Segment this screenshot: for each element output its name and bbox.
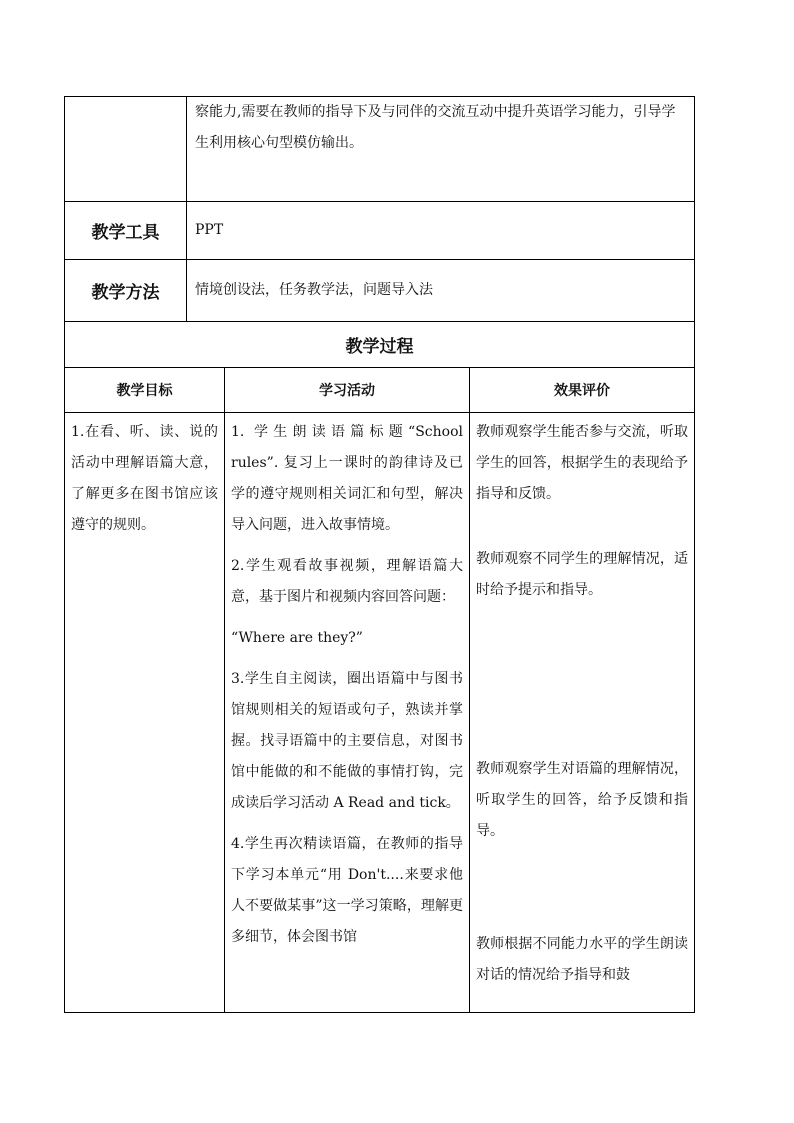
evaluation-3: 教师观察学生对语篇的理解情况，听取学生的回答，给予反馈和指导。 <box>476 761 689 839</box>
evaluation-1: 教师观察学生能否参与交流，听取学生的回答，根据学生的表现给予指导和反馈。 <box>476 424 689 502</box>
lesson-plan-table <box>64 96 695 1013</box>
methods-value: 情境创设法，任务教学法，问题导入法 <box>187 260 695 322</box>
activity-2: 2.学生观看故事视频，理解语篇大意，基于图片和视频内容回答问题： <box>231 558 463 605</box>
evaluation-spacer-1 <box>476 510 688 544</box>
intro-label-cell <box>65 97 187 202</box>
evaluation-4: 教师根据不同能力水平的学生朗读对话的情况给予指导和鼓 <box>476 936 689 983</box>
activity-2-question: “Where are they?” <box>231 630 363 646</box>
lesson-plan-page <box>64 96 694 1013</box>
activity-3: 3.学生自主阅读，圈出语篇中与图书馆规则相关的短语或句子，熟读并掌握。找寻语篇中的主要信息，对图书馆中能做的和不能做的事情打钩，完成读后学习活动 A Read and tick。 <box>231 671 463 811</box>
intro-row <box>65 97 695 202</box>
methods-row <box>65 260 695 322</box>
evaluation-2: 教师观察不同学生的理解情况，适时给予提示和指导。 <box>476 551 689 598</box>
process-content-row <box>65 413 695 1013</box>
tools-row <box>65 202 695 260</box>
header-evaluation: 效果评价 <box>470 368 695 413</box>
goal-text: 1.在看、听、读、说的活动中理解语篇大意，了解更多在图书馆应该遵守的规则。 <box>71 424 218 533</box>
tools-value: PPT <box>187 202 695 260</box>
process-header-row <box>65 368 695 413</box>
header-activity: 学习活动 <box>225 368 470 413</box>
evaluation-cell <box>470 413 695 1013</box>
header-goal: 教学目标 <box>65 368 225 413</box>
activity-cell <box>225 413 470 1013</box>
evaluation-spacer-2 <box>476 606 688 754</box>
activity-4: 4.学生再次精读语篇，在教师的指导下学习本单元“用 Don't....来要求他人不要做某事”这一学习策略，理解更多细节，体会图书馆 <box>231 836 463 945</box>
process-title: 教学过程 <box>65 322 695 368</box>
process-title-row <box>65 322 695 368</box>
evaluation-spacer-3 <box>476 847 688 929</box>
tools-label: 教学工具 <box>65 202 187 260</box>
goal-cell <box>65 413 225 1013</box>
methods-label: 教学方法 <box>65 260 187 322</box>
activity-1: 1. 学生朗读语篇标题“School rules”. 复习上一课时的韵律诗及已学的遵守规则相关词汇和句型，解决导入问题，进入故事情境。 <box>231 424 463 533</box>
intro-text: 察能力,需要在教师的指导下及与同伴的交流互动中提升英语学习能力，引导学生利用核心句型模仿输出。 <box>187 97 695 202</box>
